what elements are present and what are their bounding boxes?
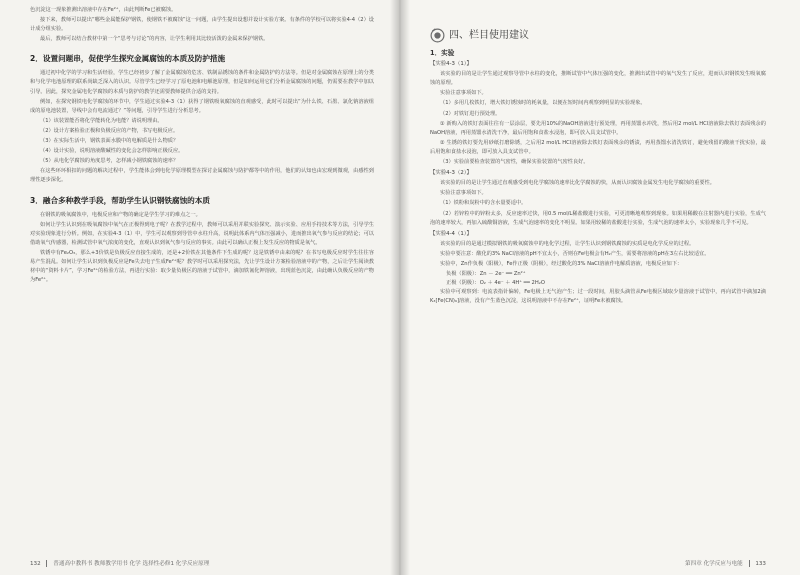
paragraph: ① 新购入的铁钉表面往往有一层涂层，要先用10%的NaOH溶液进行预处理，再用蒸馏水冲洗，然后用2 mol/L HCl溶液除去铁钉表面残余的NaOH溶液，再用蒸馏水清洗干净，最后用饱和食盐水浸泡，即可放入具支试管中。 bbox=[430, 120, 766, 136]
paragraph: 接下来，教师可以提出“哪些金属能保护钢铁，使钢铁不被腐蚀”这一问题，由学生提出设想并设计实验方案。有条件的学校可以将实验4-4（2）设计成分组实验。 bbox=[30, 17, 374, 33]
paragraph: （2）若锌粒中的锌粉太多，反应速率过快，用0.5 mol/L稀盐酸进行实验，可更清晰地观察到现象。如果用稀酸在注射器内进行实验，生成气泡的速率较大，再加入硫酸铜溶液，生成气泡速率的变化不明显。如果用较稀的盐酸进行实验，生成气泡的速率太小，实验现象几乎不可见。 bbox=[430, 210, 766, 226]
right-page-content bbox=[430, 6, 766, 545]
question-item: （5）从电化学腐蚀的角度思考，怎样减小钢铁腐蚀的速率？ bbox=[40, 158, 179, 165]
paragraph: 该实验的目的是让学生通过直观感受到电化学腐蚀的速率比化学腐蚀的快，从而认识腐蚀金属发生电化学腐蚀的重要性。 bbox=[440, 180, 715, 187]
paragraph: 实验注意事项如下。 bbox=[440, 190, 487, 197]
section-heading-2: 2．设置问题串，促使学生探究金属腐蚀的本质及防护措施 bbox=[30, 54, 226, 64]
section-heading-3: 3．融合多种教学手段，帮助学生认识钢铁腐蚀的本质 bbox=[30, 195, 210, 205]
paragraph: 在钢铁的吸氧腐蚀中，电极反应和产物的确定是学生学习的难点之一。 bbox=[40, 211, 201, 218]
paragraph: 色沉淀这一现象推测出溶液中存在Fe²⁺，由此判断Fe已被腐蚀。 bbox=[30, 7, 177, 13]
experiment-tag: 【实验4-3（1）】 bbox=[430, 61, 472, 68]
paragraph: 如何让学生认识到在吸氧腐蚀中氧气在正极得到电子呢？在教学过程中，教师可以采用并联实验探究、演示实验、应用手持技术等方法，引导学生对实验现象进行分析。例如，在实验4-3（1）中，学生可以观察到导管中水柱升高，说明此体系内气体压强减小，进而推出氧气参与反应的结论；可以借助氧气传感器，检测试管中氧气浓度的变化，直观认识到氧气参与反应的事实。由此可以确认正极上发生反应的物质是氧气。 bbox=[30, 221, 374, 246]
paragraph: 在这些环环相扣的问题的解决过程中，学生能体会到电化学原理模型在探讨金属腐蚀与防护都等中的作用，他们的认知也由宏观到微观，由感性到理性逐步深化。 bbox=[30, 168, 374, 184]
paragraph: 例如，在探究钢铁电化学腐蚀的环节中，学生通过实验4-3（1）获得了钢铁吸氧腐蚀的直观感受，此时可以提出“为什么铁、石墨、氯化钠溶液组成的原电池装置，导线中会有电流通过？”等问题，引导学生进行分析思考。 bbox=[30, 98, 374, 114]
question-item: （2）设计方案检验正极和负极反应的产物，书写电极反应。 bbox=[40, 127, 179, 134]
section-badge-icon bbox=[430, 28, 445, 43]
electrode-equation: 正极（阴极）：O₂ ＋ 4e⁻ ＋ 4H⁺ ══ 2H₂O bbox=[446, 280, 545, 287]
section-title-text: 四、栏目使用建议 bbox=[449, 29, 529, 41]
right-page bbox=[400, 0, 800, 575]
paragraph: （1）多用几枚铁钉，增大铁钉锈蚀时的耗氧量，以便在短时间内观察到明显的实验现象。 bbox=[440, 100, 646, 107]
electrode-equation: 负极（阳极）：Zn － 2e⁻ ══ Zn²⁺ bbox=[446, 271, 526, 278]
paragraph: 通过初中化学的学习和生活经验，学生已经初步了解了金属腐蚀的危害、铁制品锈蚀的条件和金属防护的方法等。但是对金属腐蚀在原理上的分类和与化学电池原理的联系尚缺乏深入的认识。尽管学生已经学习了原电池和电解池原理，但是如何运用它们分析金属腐蚀的问题，仍需要在教学中加以引导。因此，探究金属电化学腐蚀的本质与防护的教学还需要教师提供合适的支持。 bbox=[30, 70, 374, 95]
left-page-footer bbox=[30, 559, 209, 567]
paragraph: 实验注意事项如下。 bbox=[440, 90, 487, 97]
experiment-tag: 【实验4-3（2）】 bbox=[430, 170, 472, 177]
question-item: （4）设计实验，说明溶液酸碱性的变化会怎样影响正极反应。 bbox=[40, 148, 184, 155]
footer-book-title: 普通高中教科书 教师教学用书 化学 选择性必修1 化学反应原理 bbox=[53, 561, 210, 567]
section-title bbox=[430, 28, 766, 43]
footer-chapter-title: 第四章 化学反应与电能 bbox=[685, 561, 743, 567]
right-page-footer bbox=[685, 559, 766, 567]
experiment-tag: 【实验4-4（1）】 bbox=[430, 230, 472, 237]
paragraph: 该实验的目的是让学生通过观察导管中水柱的变化，推断试管中气体压强的变化，推测出试管中的氧气发生了反应，进而认识钢铁发生吸氧腐蚀的原理。 bbox=[430, 71, 766, 87]
paragraph: ② 生锈的铁钉要先用砂纸打磨除锈，之后用2 mol/L HCl溶液除去铁钉表面残余的锈渍，再用蒸馏水清洗铁钉，避免残留的酸液干扰实验，最后用饱和食盐水浸泡，即可放入具支试管中。 bbox=[430, 139, 766, 155]
paragraph: 该实验的目的是通过模拟钢铁的吸氧腐蚀中的电化学过程，让学生认识到钢铁腐蚀的实质是电化学反应的过程。 bbox=[440, 240, 695, 247]
paragraph: 最后，教师可以结合教材中第一个“思考与讨论”的内容，让学生利用其比较活泼的金属来保护钢铁。 bbox=[40, 36, 269, 43]
paragraph: 实验中可观察到：电流表指针偏转，Fe电极上无气泡产生；过一段时间，用胶头滴管从Fe电极区域取少量溶液于试管中，再向试管中滴加2滴K₃[Fe(CN)₆]溶液，没有产生蓝色沉淀，这说明溶液中不存在Fe²⁺，证明Fe未被腐蚀。 bbox=[430, 289, 766, 305]
paragraph: （3）实验前要检查装置的气密性，确保实验装置的气密性良好。 bbox=[440, 159, 589, 166]
left-page-content bbox=[30, 6, 374, 545]
paragraph: 实验中要注意：酸化的3% NaCl溶液的pH不宜太小，否则在Fe电极会有H₂产生，需要将溶液的pH在3左右比较适宜。 bbox=[440, 250, 710, 257]
footer-divider bbox=[749, 560, 750, 567]
paragraph: （2）对铁钉进行预处理。 bbox=[440, 110, 501, 117]
page-number: 133 bbox=[755, 561, 766, 567]
paragraph: （1）铁粉和炭粉中的含水量要适中。 bbox=[440, 200, 527, 207]
paragraph: 铁锈中有Fe₂O₃，那么+3价铁是负极反应直接生成的，还是+2价铁在其他条件下生成的呢？这是铁锈中由来的呢？在书写电极反应时学生往往容易产生混乱。如何让学生认识到负极反应是Fe失去电子生成Fe²⁺呢？教学时可以采用探究法，先让学生设计方案检验溶液中的产物，之后让学生阅读教材中的“资料卡片”，学习Fe²⁺的检验方法，再进行实验：取少量负极区的溶液于试管中，滴加铁氰化钾溶液，出现蓝色沉淀，由此确认负极反应的产物为Fe²⁺。 bbox=[30, 249, 374, 284]
subsection-title: 1．实验 bbox=[430, 49, 455, 57]
page-number: 132 bbox=[30, 561, 41, 567]
footer-divider bbox=[46, 560, 47, 567]
question-item: （3）在实际生活中，钢铁表面水膜中的电解质是什么物质？ bbox=[40, 138, 179, 145]
book-gutter-shadow bbox=[390, 0, 410, 575]
paragraph: 实验中，Zn作负极（阳极），Fe作正极（阴极），经过酸化的3% NaCl溶液作电解质溶液，电极反应如下： bbox=[440, 260, 683, 267]
question-item: （1）该装置能否将化学能转化为电能？请说明理由。 bbox=[40, 117, 163, 124]
